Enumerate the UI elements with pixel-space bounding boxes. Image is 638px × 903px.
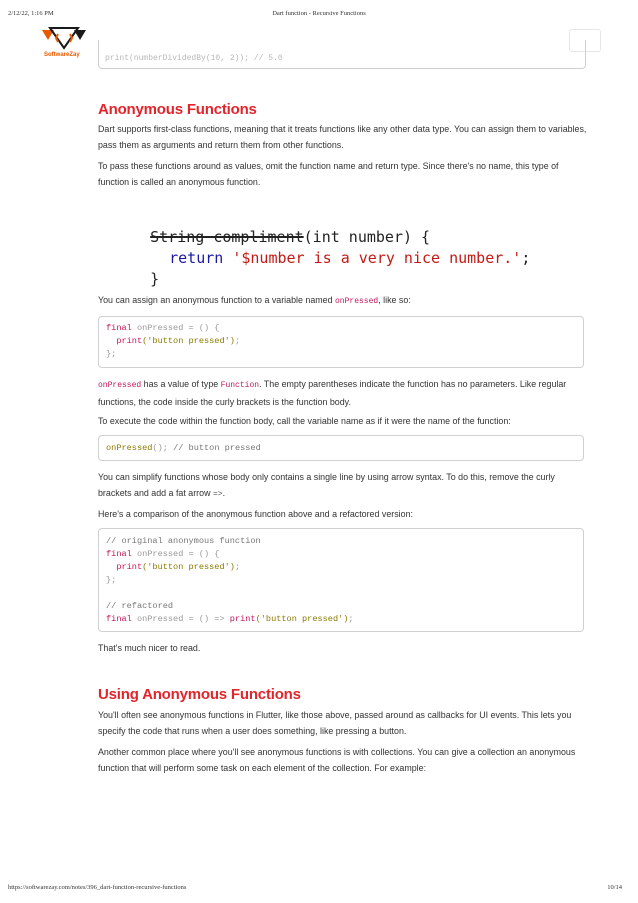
inline-code-function: Function — [220, 381, 260, 390]
code-text: ; — [234, 562, 241, 572]
text: You can simplify functions whose body only contains a single line by using arrow syntax. To do this, remove the curly brackets and add a fat arrow — [98, 472, 555, 498]
code-keyword: final — [106, 614, 132, 624]
figure-return-string: '$number is a very nice number.' — [232, 249, 522, 267]
previous-code-line: print(numberDividedBy(10, 2)); // 5.0 — [105, 54, 283, 63]
code-string: ('button pressed') — [142, 562, 235, 572]
code-block-call — [98, 435, 584, 461]
figure-semicolon: ; — [521, 249, 531, 267]
code-text: }; — [106, 575, 117, 585]
text: You can assign an anonymous function to a variable named — [98, 295, 335, 305]
paragraph-function-type — [98, 376, 588, 410]
code-text: }; — [106, 349, 117, 359]
figure-params: (int number) { — [303, 228, 431, 246]
figure-struck-signature: String compliment — [150, 228, 304, 246]
code-text: onPressed = () { — [131, 323, 220, 333]
code-comment: // original anonymous function — [106, 536, 261, 546]
text: has a value of type — [141, 379, 221, 389]
paragraph-assign-variable — [98, 292, 588, 310]
figure-closing-brace: } — [150, 270, 160, 288]
code-block-onpressed — [98, 316, 584, 368]
print-datetime: 2/12/22, 1:16 PM — [8, 10, 54, 17]
code-text: onPressed = () => — [131, 614, 230, 624]
print-title: Dart function - Recursive Functions — [272, 10, 366, 17]
code-string: ('button pressed') — [142, 336, 235, 346]
code-call: onPressed — [106, 443, 153, 453]
code-function: print — [229, 614, 256, 624]
text: . The empty parentheses indicate the function has no parameters. Like regular functions, the code inside the curly brackets is the function body. — [98, 379, 567, 407]
code-keyword: final — [106, 323, 132, 333]
code-string: ('button pressed') — [255, 614, 349, 624]
code-function: print — [106, 336, 143, 346]
inline-code-arrow: => — [212, 490, 223, 499]
paragraph-nicer: That's much nicer to read. — [98, 643, 201, 653]
logo-wordmark: SoftwareZay — [44, 52, 80, 58]
paragraph-arrow-syntax — [98, 469, 588, 503]
inline-code-onpressed: onPressed — [98, 381, 142, 390]
code-text: ; — [234, 336, 241, 346]
paragraph-execute-code: To execute the code within the function body, call the variable name as if it were the name of the function: — [98, 416, 511, 426]
code-text: (); — [152, 443, 168, 453]
compliment-code-figure — [104, 200, 531, 288]
code-keyword: final — [106, 549, 132, 559]
print-url: https://softwarezay.com/notes/396_dart-function-recursive-functions — [8, 884, 187, 891]
paragraph-collections: Another common place where you'll see anonymous functions is with collections. You can give a collection an anonymous function that will perform some task on each element of the collection. For example: — [98, 747, 576, 773]
inline-code-onpressed: onPressed — [335, 297, 379, 306]
print-page-number: 10/14 — [607, 884, 622, 891]
code-comment: // refactored — [106, 601, 174, 611]
paragraph-comparison: Here's a comparison of the anonymous function above and a refactored version: — [98, 509, 413, 519]
code-function: print — [106, 562, 143, 572]
heading-using-anonymous-functions: Using Anonymous Functions — [98, 686, 301, 703]
code-block-comparison — [98, 528, 584, 632]
paragraph-pass-functions: To pass these functions around as values, omit the function name and return type. Since there's no name, this type of function is called an anonymous function. — [98, 161, 559, 187]
figure-return-keyword: return — [169, 249, 224, 267]
code-text: ; — [348, 614, 354, 624]
paragraph-flutter-callbacks: You'll often see anonymous functions in Flutter, like those above, passed around as callbacks for UI events. This lets you specify the code that runs when a user does something, like pressing a button. — [98, 710, 572, 736]
text: , like so: — [378, 295, 411, 305]
previous-code-block — [98, 40, 586, 69]
code-comment: // button pressed — [167, 443, 261, 453]
heading-anonymous-functions: Anonymous Functions — [98, 101, 257, 118]
code-text: onPressed = () { — [131, 549, 220, 559]
paragraph-first-class: Dart supports first-class functions, meaning that it treats functions like any other data type. You can assign them to variables, pass them as arguments and return them from other functions. — [98, 124, 587, 150]
text: . — [222, 488, 226, 498]
